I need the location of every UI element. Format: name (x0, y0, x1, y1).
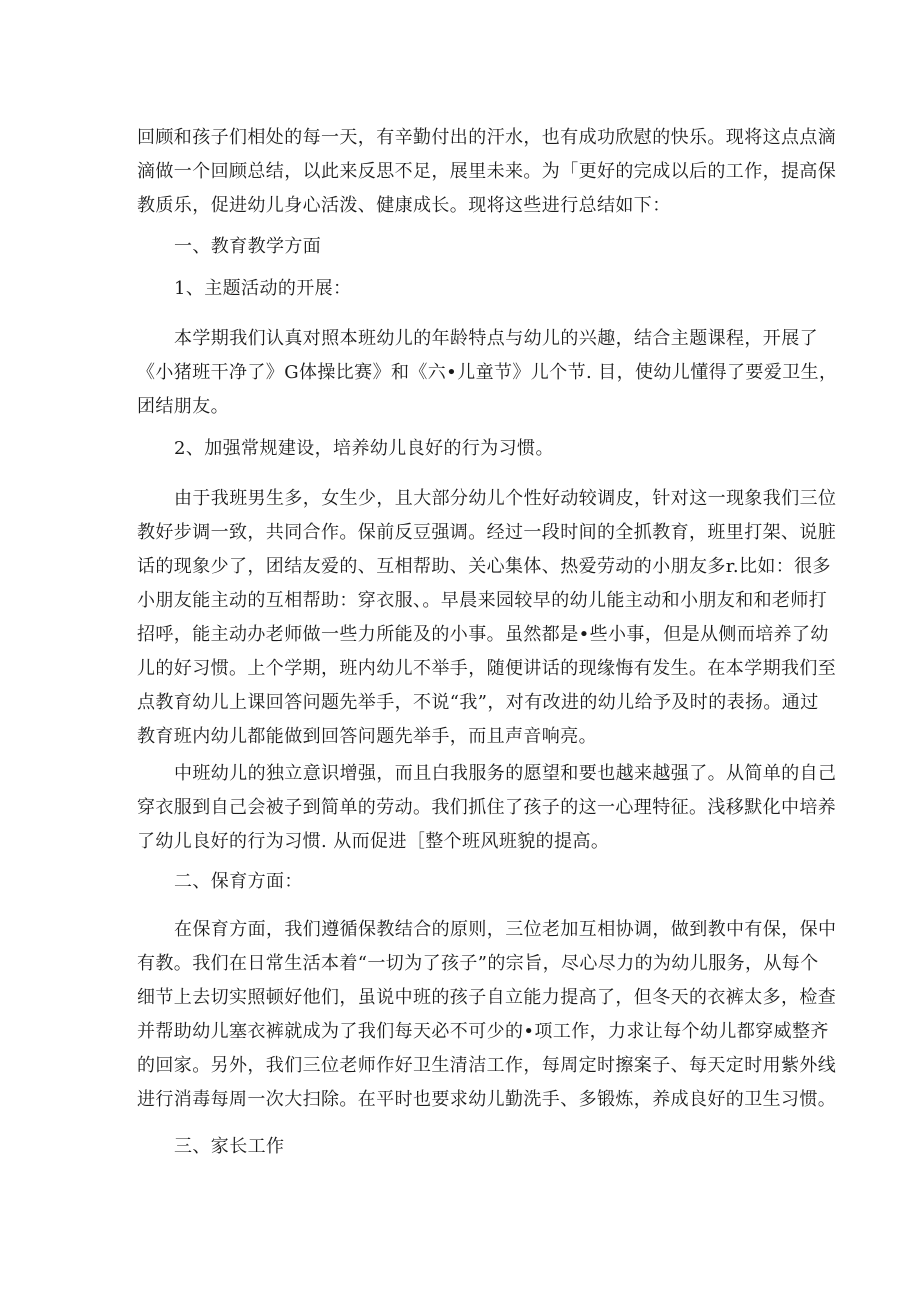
text-line: 教质乐，促进幼儿身心活泼、健康成长。现将这些进行总结如下： (137, 195, 671, 216)
text-line: 儿的好习惯。上个学期，班内幼儿不举手，随便讲话的现缘悔有发生。在本学期我们至 (137, 658, 837, 679)
text-line: 招呼，能主动办老师做一些力所能及的小事。虽然都是•些小事，但是从侧而培养了幼 (137, 624, 829, 645)
section-heading-teaching (137, 230, 824, 264)
routine-building-paragraph (137, 482, 837, 754)
theme-activities-paragraph (137, 322, 838, 424)
independence-paragraph (137, 757, 837, 859)
section-heading-parents (137, 1130, 824, 1164)
text-line: 小朋友能主动的互相帮助：穿衣服、。早晨来园较早的幼儿能主动和小朋友和和老师打 (137, 590, 828, 611)
heading-text: 1、主题活动的开展： (174, 278, 352, 299)
text-line: 本学期我们认真对照本班幼儿的年龄特点与幼儿的兴趣，结合主题课程，开展了 (174, 328, 818, 349)
text-line: 团结朋友。 (137, 396, 229, 417)
text-line: 《小猪班干净了》G体操比赛》和《六•儿童节》儿个节. 目，使幼儿懂得了要爱卫生， (137, 362, 838, 383)
intro-paragraph (137, 121, 837, 223)
heading-text: 一、教育教学方面 (174, 236, 322, 257)
heading-text: 三、家长工作 (174, 1136, 285, 1157)
text-line: 话的现象少了，团结友爱的、互相帮助、关心集体、热爱劳动的小朋友多r.比如：很多 (137, 556, 831, 577)
section-heading-care (137, 865, 824, 899)
text-line: 点教育幼儿上课回答问题先举手，不说“我”，对有改进的幼儿给予及时的表扬。通过 (137, 692, 819, 713)
text-line: 的回家。另外，我们三位老师作好卫生清洁工作，每周定时擦案子、每天定时用紫外线 (137, 1055, 837, 1076)
text-line: 了幼儿良好的行为习惯. 从而促进［整个班风班貌的提高。 (137, 831, 610, 852)
text-line: 由于我班男生多，女生少，且大部分幼儿个性好动较调皮，针对这一现象我们三位 (174, 488, 837, 509)
text-line: 回顾和孩子们相处的每一天，有辛勤付出的汗水，也有成功欣慰的快乐。现将这点点滴 (137, 127, 837, 148)
text-line: 进行消毒每周一次大扫除。在平时也要求幼儿勤洗手、多锻炼，养成良好的卫生习惯。 (137, 1089, 837, 1110)
text-line: 穿衣服到自己会被子到简单的劳动。我们抓住了孩子的这一心理特征。浅移默化中培养 (137, 797, 837, 818)
care-paragraph (137, 913, 837, 1117)
text-line: 教育班内幼儿都能做到回答问题先举手，而且声音响亮。 (137, 726, 597, 747)
text-line: 中班幼儿的独立意识增强，而且白我服务的愿望和要也越来越强了。从简单的自己 (174, 763, 837, 784)
text-line: 有教。我们在日常生活本着“一切为了孩子”的宗旨，尽心尽力的为幼儿服务，从每个 (137, 953, 819, 974)
subheading-routine-building (137, 432, 824, 466)
text-line: 滴做一个回顾总结，以此来反思不足，展里未来。为「更好的完成以后的工作，提高保 (137, 161, 837, 182)
text-line: 并帮助幼儿塞衣裤就成为了我们每天必不可少的•项工作，力求让每个幼儿都穿威整齐 (137, 1021, 829, 1042)
heading-text: 2、加强常规建设，培养幼儿良好的行为习惯。 (174, 438, 554, 459)
text-line: 在保育方面，我们遵循保教结合的原则，三位老加互相协调，做到教中有保，保中 (174, 919, 837, 940)
text-line: 教好步调一致，共同合作。保前反豆强调。经过一段时间的全抓教育，班里打架、说脏 (137, 522, 837, 543)
heading-text: 二、保育方面： (174, 871, 303, 892)
text-line: 细节上去切实照顿好他们，虽说中班的孩子自立能力提高了，但冬天的衣裤太多，检查 (137, 987, 837, 1008)
subheading-theme-activities (137, 272, 824, 306)
